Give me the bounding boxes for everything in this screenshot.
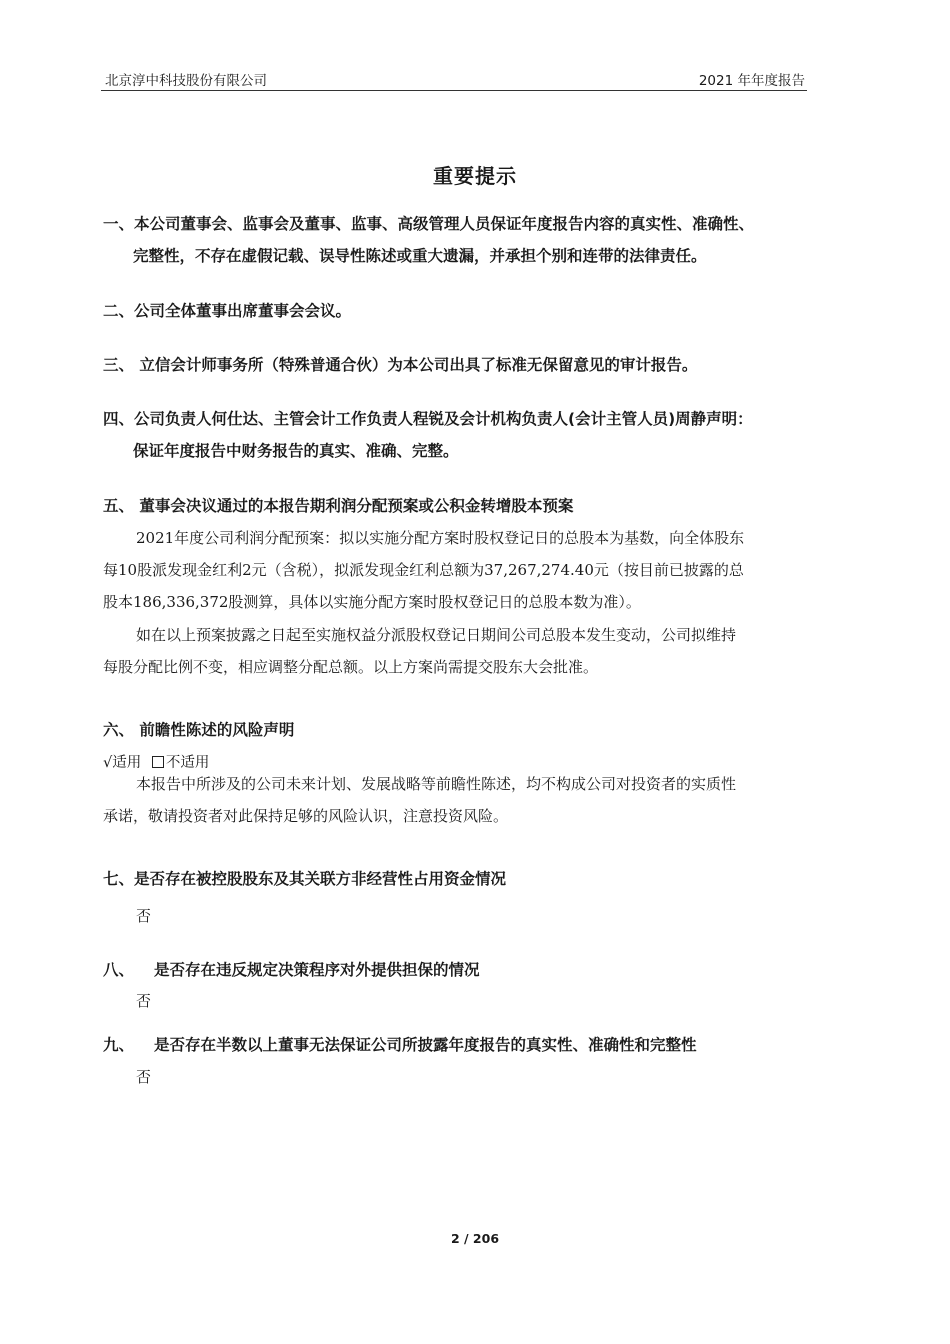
header-report: 2021 年年度报告 — [698, 73, 805, 89]
item-9-number: 九、 — [103, 1036, 135, 1054]
item-5-para-1-line-3: 股本186,336,372股测算，具体以实施分配方案时股权登记日的总股本数为准）。 — [103, 593, 641, 611]
page-title: 重要提示 — [433, 164, 517, 188]
item-6-para-line-1: 本报告中所涉及的公司未来计划、发展战略等前瞻性陈述，均不构成公司对投资者的实质性 — [136, 775, 737, 793]
item-5: 五、 董事会决议通过的本报告期利润分配预案或公积金转增股本预案 — [103, 497, 574, 515]
header-company: 北京淳中科技股份有限公司 — [105, 73, 267, 89]
item-3: 三、 立信会计师事务所（特殊普通合伙）为本公司出具了标准无保留意见的审计报告。 — [103, 356, 698, 374]
applicable-checked: √适用 — [103, 755, 142, 771]
item-9-answer: 否 — [136, 1068, 152, 1086]
item-5-para-1-line-1: 2021年度公司利润分配预案：拟以实施分配方案时股权登记日的总股本为基数，向全体股东 — [136, 529, 745, 547]
item-9: 是否存在半数以上董事无法保证公司所披露年度报告的真实性、准确性和完整性 — [154, 1036, 697, 1054]
item-4-line-1: 四、公司负责人何仕达、主管会计工作负责人程锐及会计机构负责人(会计主管人员)周静声明： — [103, 410, 753, 428]
item-5-para-2-line-2: 每股分配比例不变，相应调整分配总额。以上方案尚需提交股东大会批准。 — [103, 658, 599, 676]
item-1-line-2: 完整性，不存在虚假记载、误导性陈述或重大遗漏，并承担个别和连带的法律责任。 — [133, 247, 707, 265]
item-5-para-2-line-1: 如在以上预案披露之日起至实施权益分派股权登记日期间公司总股本发生变动，公司拟维持 — [136, 626, 737, 644]
item-5-para-1-line-2: 每10股派发现金红利2元（含税），拟派发现金红利总额为37,267,274.40元（按目前已披露的总 — [103, 561, 744, 579]
item-7: 七、是否存在被控股股东及其关联方非经营性占用资金情况 — [103, 870, 507, 888]
item-1-line-1: 一、本公司董事会、监事会及董事、监事、高级管理人员保证年度报告内容的真实性、准确性、 — [103, 215, 755, 233]
page-header — [101, 64, 807, 91]
item-6-applicability — [103, 751, 209, 772]
item-8-answer: 否 — [136, 992, 152, 1010]
item-6: 六、 前瞻性陈述的风险声明 — [103, 721, 295, 739]
item-8: 是否存在违反规定决策程序对外提供担保的情况 — [154, 961, 480, 979]
item-7-answer: 否 — [136, 907, 152, 925]
page-number: 2 / 206 — [450, 1231, 500, 1246]
item-8-number: 八、 — [103, 961, 135, 979]
item-6-para-line-2: 承诺，敬请投资者对此保持足够的风险认识，注意投资风险。 — [103, 807, 509, 825]
item-2: 二、公司全体董事出席董事会会议。 — [103, 302, 352, 320]
item-4-line-2: 保证年度报告中财务报告的真实、准确、完整。 — [133, 442, 459, 460]
checkbox-icon — [152, 756, 164, 768]
not-applicable-option: 不适用 — [152, 755, 210, 771]
